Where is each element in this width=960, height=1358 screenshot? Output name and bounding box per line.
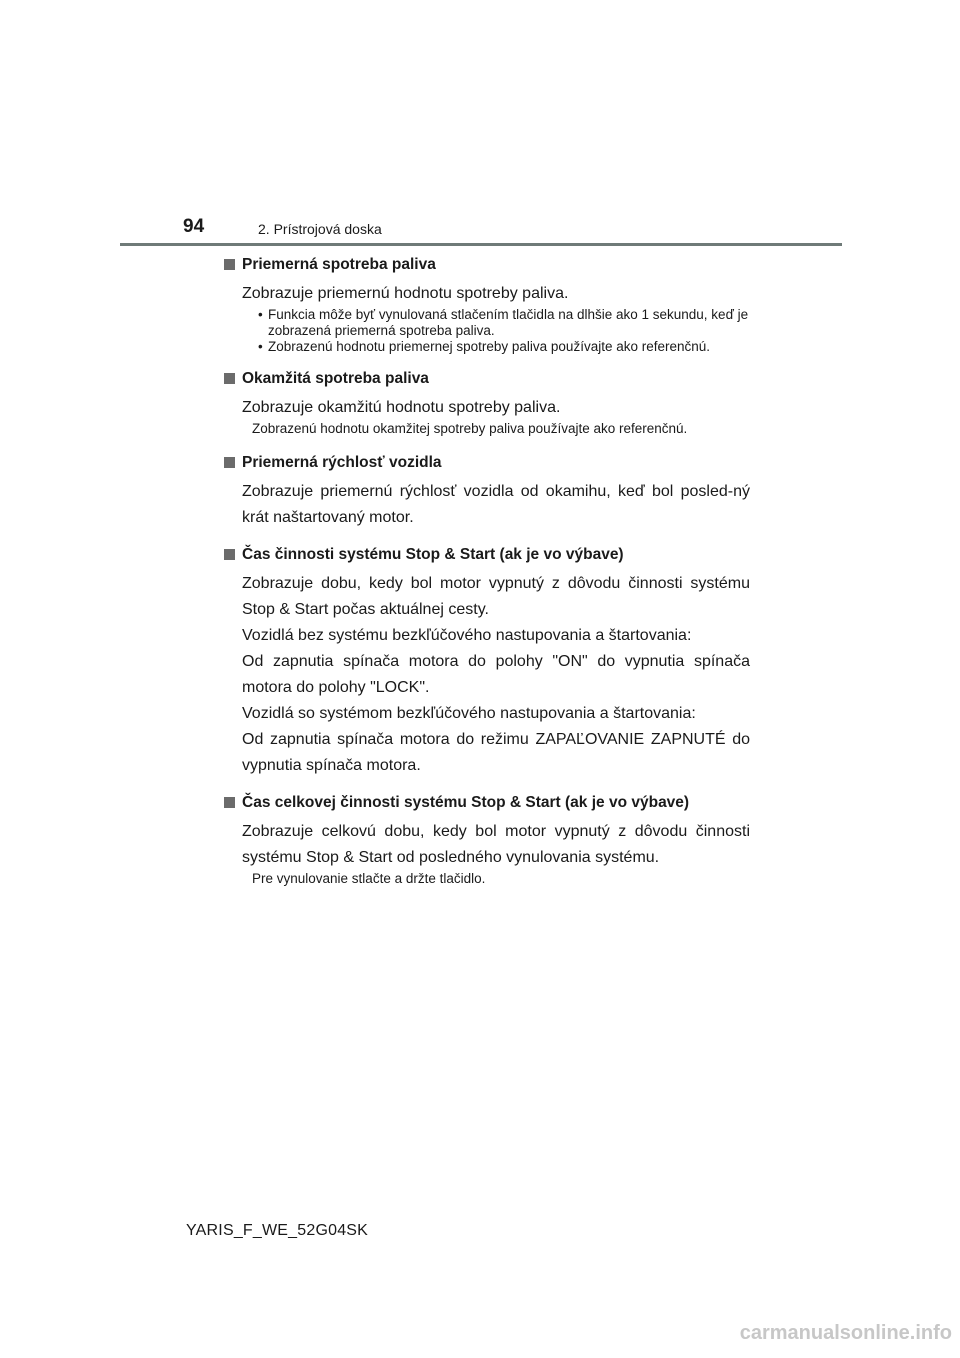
square-bullet-icon	[224, 549, 235, 560]
section-heading: Priemerná spotreba paliva	[242, 256, 436, 273]
bullet-list	[242, 307, 750, 355]
page-content	[222, 255, 750, 887]
square-bullet-icon	[224, 259, 235, 270]
square-bullet-icon	[224, 797, 235, 808]
chapter-title: 2. Prístrojová doska	[258, 221, 382, 237]
document-code: YARIS_F_WE_52G04SK	[186, 1222, 369, 1239]
section-text: Zobrazuje celkovú dobu, kedy bol motor vypnutý z dôvodu činnosti systému Stop & Start od posledného vynulovania systému.	[242, 823, 750, 866]
section-heading: Čas činnosti systému Stop & Start (ak je vo výbave)	[242, 546, 624, 563]
section-text: Od zapnutia spínača motora do polohy "ON" do vypnutia spínača motora do polohy "LOCK".	[242, 653, 750, 696]
section-text: Vozidlá so systémom bezkľúčového nastupovania a štartovania:	[242, 705, 696, 722]
section-text: Zobrazuje priemernú rýchlosť vozidla od okamihu, keď bol posled-ný krát naštartovaný motor.	[242, 483, 750, 526]
watermark: carmanualsonline.info	[739, 1322, 952, 1344]
bullet-item: • Zobrazenú hodnotu priemernej spotreby paliva používajte ako referenčnú.	[258, 339, 750, 355]
section-instant-fuel-consumption	[222, 369, 750, 437]
section-total-stop-start-time	[222, 793, 750, 887]
section-text: Od zapnutia spínača motora do režimu ZAPAĽOVANIE ZAPNUTÉ do vypnutia spínača motora.	[242, 731, 750, 774]
page-number: 94	[183, 216, 205, 237]
section-text: Zobrazuje dobu, kedy bol motor vypnutý z dôvodu činnosti systému Stop & Start počas aktuálnej cesty.	[242, 575, 750, 618]
section-text: Vozidlá bez systému bezkľúčového nastupovania a štartovania:	[242, 627, 692, 644]
section-heading: Priemerná rýchlosť vozidla	[242, 454, 442, 471]
section-average-speed	[222, 453, 750, 531]
bullet-item: • Funkcia môže byť vynulovaná stlačením tlačidla na dlhšie ako 1 sekundu, keď je zobrazená priemerná spotreba paliva.	[258, 307, 750, 339]
section-heading: Čas celkovej činnosti systému Stop & Start (ak je vo výbave)	[242, 794, 690, 811]
section-text: Zobrazuje priemernú hodnotu spotreby paliva.	[242, 285, 569, 302]
section-note: Zobrazenú hodnotu okamžitej spotreby paliva používajte ako referenčnú.	[252, 421, 688, 436]
square-bullet-icon	[224, 373, 235, 384]
square-bullet-icon	[224, 457, 235, 468]
section-text: Zobrazuje okamžitú hodnotu spotreby paliva.	[242, 399, 561, 416]
section-note: Pre vynulovanie stlačte a držte tlačidlo.	[252, 871, 486, 886]
section-average-fuel-consumption	[222, 255, 750, 355]
section-heading: Okamžitá spotreba paliva	[242, 370, 429, 387]
header-rule	[120, 243, 842, 246]
section-stop-start-time	[222, 545, 750, 779]
